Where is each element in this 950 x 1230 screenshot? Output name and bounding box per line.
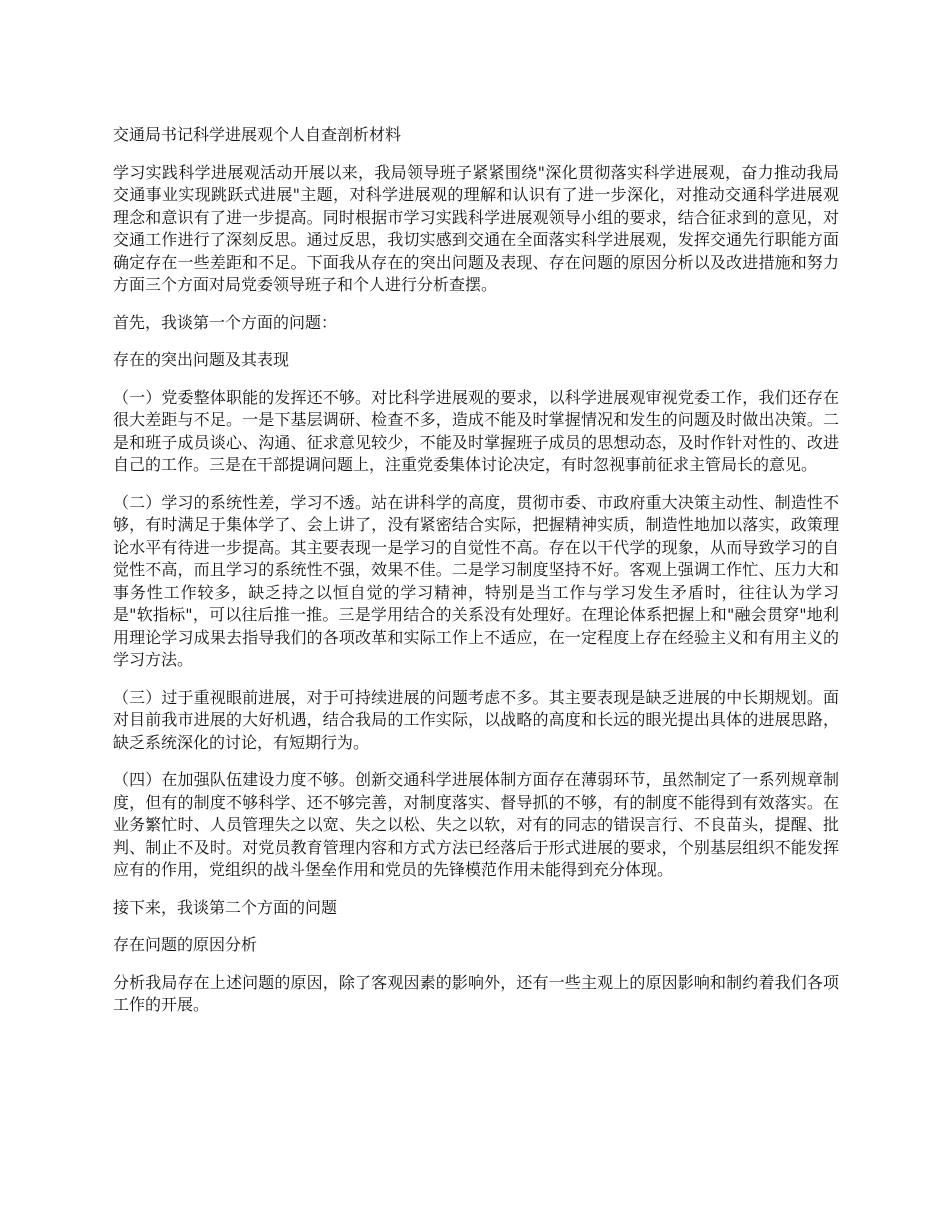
- paragraph-cause-analysis: 分析我局存在上述问题的原因，除了客观因素的影响外，还有一些主观上的原因影响和制约着我们各项工作的开展。: [113, 972, 839, 1014]
- section-heading-causes: 存在问题的原因分析: [113, 935, 258, 954]
- paragraph-item-2: （二）学习的系统性差，学习不透。站在讲科学的高度，贯彻市委、市政府重大决策主动性、制造性不够，有时满足于集体学了、会上讲了，没有紧密结合实际，把握精神实质，制造性地加以落实，政策理论水平有待进一步提高。其主要表现一是学习的自觉性不高。存在以干代学的现象，从而导致学习的自觉性不高，而且学习的系统性不强，效果不佳。二是学习制度坚持不好。客观上强调工作忙、压力大和事务性工作较多，缺乏持之以恒自觉的学习精神，特别是当工作与学习发生矛盾时，往往认为学习是"软指标"，可以往后推一推。三是学用结合的关系没有处理好。在理论体系把握上和"融会贯穿"地利用理论学习成果去指导我们的各项改革和实际工作上不适应，在一定程度上存在经验主义和有用主义的学习方法。: [113, 492, 839, 669]
- paragraph-second-aspect: 接下来，我谈第二个方面的问题: [113, 897, 338, 917]
- paragraph-item-4: （四）在加强队伍建设力度不够。创新交通科学进展体制方面存在薄弱环节，虽然制定了一系列规章制度，但有的制度不够科学、还不够完善，对制度落实、督导抓的不够，有的制度不能得到有效落实。在业务繁忙时、人员管理失之以宽、失之以松、失之以软，对有的同志的错误言行、不良苗头，提醒、批判、制止不及时。对党员教育管理内容和方式方法已经落后于形式进展的要求，个别基层组织不能发挥应有的作用，党组织的战斗堡垒作用和党员的先锋模范作用未能得到充分体现。: [113, 770, 839, 879]
- document-page: [113, 124, 839, 1032]
- paragraph-item-3: （三）过于重视眼前进展，对于可持续进展的问题考虑不多。其主要表现是缺乏进展的中长期规划。面对目前我市进展的大好机遇，结合我局的工作实际，以战略的高度和长远的眼光提出具体的进展思路，缺乏系统深化的讨论，有短期行为。: [113, 687, 839, 752]
- paragraph-intro: 学习实践科学进展观活动开展以来，我局领导班子紧紧围绕"深化贯彻落实科学进展观，奋力推动我局交通事业实现跳跃式进展"主题，对科学进展观的理解和认识有了进一步深化，对推动交通科学进展观理念和意识有了进一步提高。同时根据市学习实践科学进展观领导小组的要求，结合征求到的意见，对交通工作进行了深刻反思。通过反思，我切实感到交通在全面落实科学进展观，发挥交通先行职能方面确定存在一些差距和不足。下面我从存在的突出问题及表现、存在问题的原因分析以及改进措施和努力方面三个方面对局党委领导班子和个人进行分析查摆。: [113, 162, 839, 294]
- paragraph-first-aspect: 首先，我谈第一个方面的问题：: [113, 312, 338, 332]
- document-title: 交通局书记科学进展观个人自查剖析材料: [113, 125, 402, 144]
- paragraph-item-1: （一）党委整体职能的发挥还不够。对比科学进展观的要求，以科学进展观审视党委工作，我们还存在很大差距与不足。一是下基层调研、检查不多，造成不能及时掌握情况和发生的问题及时做出决策。二是和班子成员谈心、沟通、征求意见较少，不能及时掌握班子成员的思想动态，及时作针对性的、改进自己的工作。三是在干部提调问题上，注重党委集体讨论决定，有时忽视事前征求主管局长的意见。: [113, 387, 839, 474]
- section-heading-problems: 存在的突出问题及其表现: [113, 350, 290, 369]
